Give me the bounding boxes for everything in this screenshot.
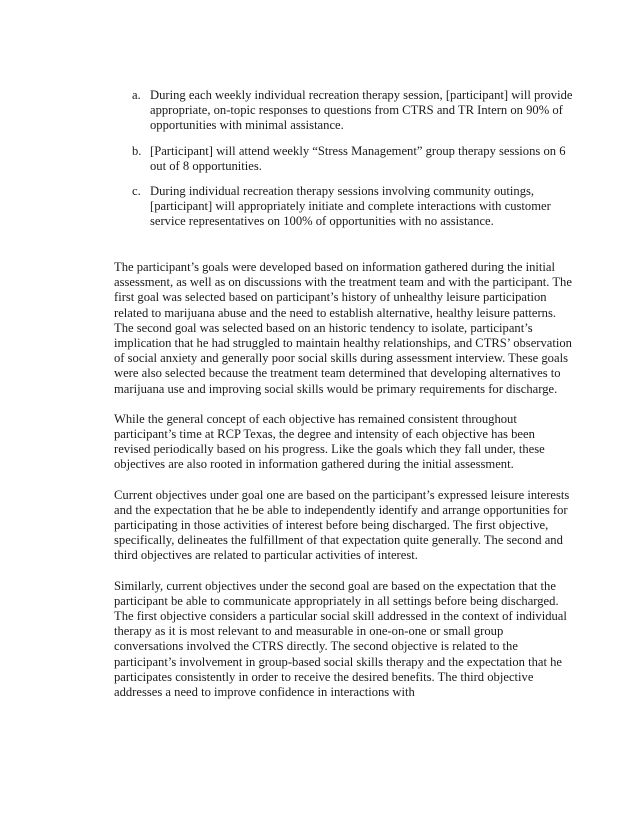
body-text bbox=[114, 260, 574, 715]
objective-marker: a. bbox=[132, 88, 141, 102]
objective-item bbox=[114, 144, 574, 174]
objective-item bbox=[114, 88, 574, 134]
objective-text: During individual recreation therapy sessions involving community outings, [participant] will appropriately initiate and complete interactions with customer service representatives on 100% of opportunities with no assistance. bbox=[150, 184, 551, 229]
objective-text: [Participant] will attend weekly “Stress Management” group therapy sessions on 6 out of 8 opportunities. bbox=[150, 143, 566, 173]
objective-marker: b. bbox=[132, 143, 142, 158]
paragraph: The participant’s goals were developed based on information gathered during the initial assessment, as well as on discussions with the treatment team and with the participant. The first goal was selected based on participant’s history of unhealthy leisure participation related to marijuana abuse and the need to establish alternative, healthy leisure patterns. The second goal was selected based on an historic tendency to isolate, participant’s implication that he had struggled to maintain healthy relationships, and CTRS’ observation of social anxiety and generally poor social skills during assessment interview. These goals were also selected because the treatment team determined that developing alternatives to marijuana use and improving social skills would be primary requirements for discharge. bbox=[114, 260, 572, 396]
paragraph: While the general concept of each objective has remained consistent throughout participant’s time at RCP Texas, the degree and intensity of each objective has been revised periodically based on his progress. Like the goals which they fall under, these objectives are also rooted in information gathered during the initial assessment. bbox=[114, 411, 545, 472]
paragraph: Similarly, current objectives under the second goal are based on the expectation that the participant be able to communicate appropriately in all settings before being discharged. The first objective considers a particular social skill addressed in the context of individual therapy as it is most relevant to and measurable in one-on-one or small group conversations involved the CTRS directly. The second objective is related to the participant’s involvement in group-based social skills therapy and the expectation that he participates consistently in order to receive the desired benefits. The third objective addresses a need to improve confidence in interactions with bbox=[114, 578, 567, 700]
objective-item bbox=[114, 184, 574, 230]
objective-text: During each weekly individual recreation therapy session, [participant] will provide appropriate, on-topic responses to questions from CTRS and TR Intern on 90% of opportunities with minimal assistance. bbox=[150, 88, 573, 133]
paragraph: Current objectives under goal one are based on the participant’s expressed leisure interests and the expectation that he be able to independently identify and arrange opportunities for participating in those activities of interest before being discharged. The first objective, specifically, delineates the fulfillment of that expectation quite generally. The second and third objectives are related to particular activities of interest. bbox=[114, 487, 570, 563]
objective-marker: c. bbox=[132, 184, 141, 199]
objectives-list bbox=[114, 88, 574, 240]
